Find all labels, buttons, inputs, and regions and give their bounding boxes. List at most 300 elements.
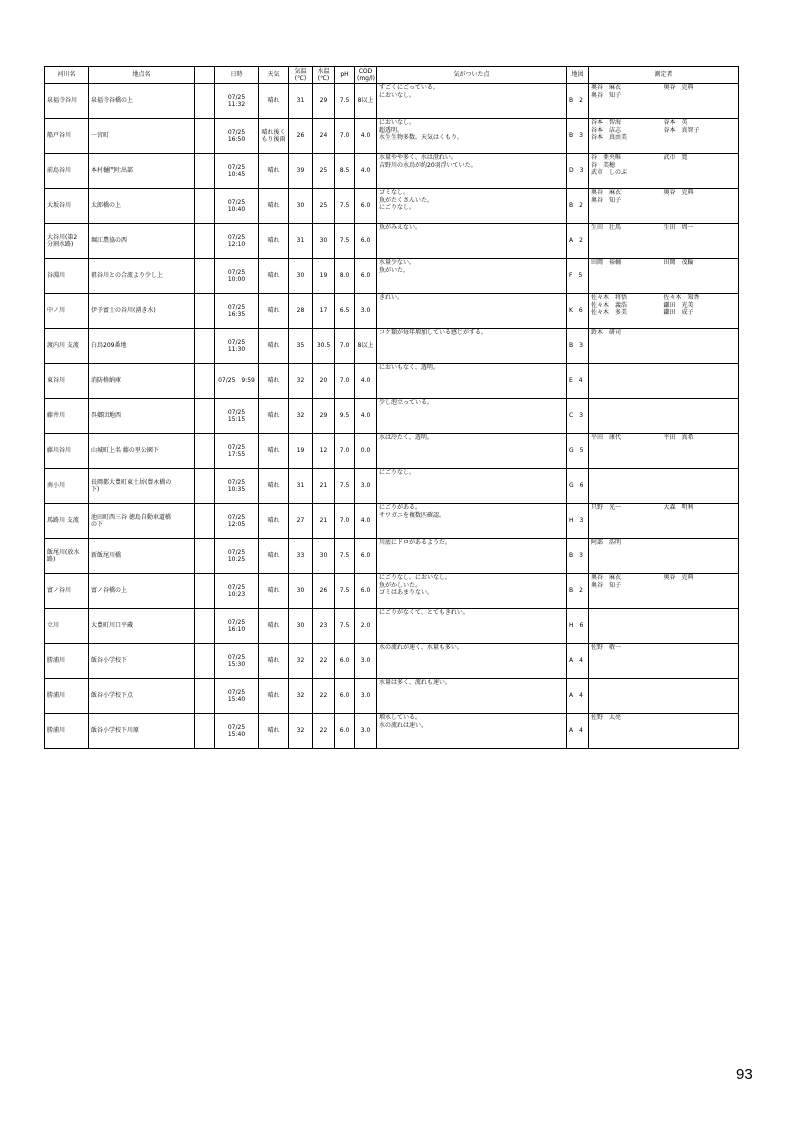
notes-cell [377, 294, 567, 329]
air-temp-cell: 32 [289, 714, 313, 749]
cod-cell: 4.0 [355, 154, 377, 189]
weather-line: 晴れ [267, 692, 280, 700]
observers-cell [589, 294, 739, 329]
site-name-line: 新飯尾川橋 [91, 552, 122, 560]
blank-cell [195, 539, 215, 574]
water-survey-table [44, 66, 739, 749]
observer-name: 谷本 真由美 [591, 134, 628, 141]
note-line: にごりなし。 [379, 469, 416, 476]
weather-cell [259, 539, 289, 574]
site-name-line: 泉福寺谷橋の上 [91, 97, 134, 105]
site-name-cell [89, 224, 195, 259]
datetime-cell: 07/25 11:32 [215, 84, 259, 119]
weather-cell [259, 119, 289, 154]
note-line: 吉野川の水鳥が約20羽浮いていた。 [379, 161, 477, 169]
river-name-line: 東谷川 [47, 377, 66, 385]
datetime-cell: 07/25 16:35 [215, 294, 259, 329]
notes-cell [377, 609, 567, 644]
observer-name: 生田 周一 [663, 224, 694, 231]
header-site: 地点名 [89, 67, 195, 84]
weather-line: 晴れ [267, 97, 280, 105]
weather-line: 晴れ [267, 727, 280, 735]
air-temp-cell: 30 [289, 609, 313, 644]
map-cell: G 6 [567, 469, 589, 504]
river-name-cell [45, 504, 89, 539]
datetime-cell: 07/25 15:15 [215, 399, 259, 434]
weather-line: 晴れ [267, 167, 280, 175]
observer-name: 武市 しのぶ [591, 169, 628, 176]
notes-cell [377, 329, 567, 364]
river-name-line: 谷淵川 [47, 272, 66, 280]
note-line: 川底にドロがあるようだ。 [379, 539, 452, 546]
cod-cell: 6.0 [355, 539, 377, 574]
site-name-line: 本村樋門吐出部 [91, 167, 134, 175]
air-temp-cell: 31 [289, 84, 313, 119]
notes-cell [377, 434, 567, 469]
air-temp-cell: 35 [289, 329, 313, 364]
observer-list [591, 329, 736, 337]
cod-cell: 3.0 [355, 679, 377, 714]
table-row [45, 364, 739, 399]
ph-cell: 6.0 [335, 644, 355, 679]
blank-cell [195, 399, 215, 434]
note-line: コケ類が毎年増加している感じがする。 [379, 329, 488, 336]
observers-cell [589, 469, 739, 504]
observer-name: 奥谷 麻衣 [591, 574, 622, 581]
header-notes: 気がついた点 [377, 67, 567, 84]
observers-cell [589, 119, 739, 154]
note-line: においなし。 [379, 91, 416, 99]
notes-cell [377, 224, 567, 259]
map-cell: H 6 [567, 609, 589, 644]
water-temp-cell: 24 [313, 119, 335, 154]
site-name-cell [89, 364, 195, 399]
observer-name: 奥谷 麻衣 [591, 189, 622, 196]
datetime-cell: 07/25 12:10 [215, 224, 259, 259]
water-temp-cell: 23 [313, 609, 335, 644]
header-blank [195, 67, 215, 84]
ph-cell: 7.5 [335, 574, 355, 609]
air-temp-cell: 19 [289, 434, 313, 469]
site-name-cell [89, 434, 195, 469]
river-name-line: 船戸谷川 [47, 132, 72, 140]
observer-name: 佐々木 知香 [663, 294, 700, 301]
header-datetime: 日時 [215, 67, 259, 84]
table-row [45, 189, 739, 224]
observer-name: 奥谷 知子 [591, 196, 622, 204]
cod-cell: 3.0 [355, 644, 377, 679]
ph-cell: 6.0 [335, 714, 355, 749]
site-name-cell [89, 294, 195, 329]
datetime-cell: 07/25 11:30 [215, 329, 259, 364]
weather-line: 晴れ [267, 237, 280, 245]
datetime-cell: 07/25 10:40 [215, 189, 259, 224]
observer-name: 田岡 茂輪 [663, 259, 694, 266]
blank-cell [195, 294, 215, 329]
notes-cell [377, 259, 567, 294]
air-temp-cell: 30 [289, 574, 313, 609]
observer-name: 佐々木 義浩 [591, 301, 628, 309]
observers-cell [589, 154, 739, 189]
observer-name: 佐野 太亮 [591, 714, 622, 721]
site-name-line: 一宮町 [91, 132, 110, 140]
observer-name: 生田 壮馬 [591, 224, 622, 231]
river-name-cell [45, 434, 89, 469]
table-row [45, 399, 739, 434]
map-cell: A 2 [567, 224, 589, 259]
table-row [45, 329, 739, 364]
blank-cell [195, 224, 215, 259]
site-name-line: 大豊町川口平蔵 [91, 622, 134, 630]
header-observers: 測定者 [589, 67, 739, 84]
header-cod [355, 67, 377, 84]
observer-name: 谷本 洁志 [591, 126, 622, 134]
river-name-line: 路) [47, 556, 56, 563]
weather-cell [259, 574, 289, 609]
cod-cell: 4.0 [355, 364, 377, 399]
river-name-cell [45, 364, 89, 399]
water-temp-cell: 19 [313, 259, 335, 294]
datetime-cell: 07/25 9:59 [215, 364, 259, 399]
river-name-cell [45, 539, 89, 574]
water-temp-cell: 30 [313, 539, 335, 574]
note-line: 増水している。 [379, 714, 422, 721]
blank-cell [195, 574, 215, 609]
header-water-temp-label: 水温 [317, 67, 330, 75]
observers-cell [589, 434, 739, 469]
site-name-cell [89, 119, 195, 154]
notes-cell [377, 189, 567, 224]
blank-cell [195, 469, 215, 504]
site-name-line: 長岡都大豊町東土居(豊永橋の [91, 478, 172, 486]
table-row [45, 539, 739, 574]
datetime-cell: 07/25 15:30 [215, 644, 259, 679]
blank-cell [195, 84, 215, 119]
header-air-temp [289, 67, 313, 84]
weather-line: 晴れ [267, 272, 280, 280]
river-name-cell [45, 469, 89, 504]
site-name-line: 太郎橋の上 [91, 202, 122, 210]
observer-name: 田岡 裕輔 [591, 259, 622, 266]
datetime-cell: 07/25 16:10 [215, 609, 259, 644]
note-line: にごりがある。 [379, 504, 422, 511]
note-line: 水量少ない。 [379, 259, 416, 266]
site-name-cell [89, 469, 195, 504]
observers-cell [589, 504, 739, 539]
air-temp-cell: 28 [289, 294, 313, 329]
cod-cell: 6.0 [355, 574, 377, 609]
weather-cell [259, 259, 289, 294]
note-line: 水生生物多数。天気はくもり。 [379, 134, 464, 141]
note-line: 魚がみえない。 [379, 224, 422, 231]
observer-list [591, 539, 736, 547]
site-name-line: 堀江農協の西 [91, 237, 128, 245]
observers-cell [589, 644, 739, 679]
table-row [45, 609, 739, 644]
weather-cell [259, 504, 289, 539]
observer-name: 大森 明利 [663, 504, 694, 511]
note-line: 水量やや多く、水は澄れい。 [379, 154, 457, 161]
ph-cell: 6.0 [335, 679, 355, 714]
observer-name: 平田 康代 [591, 434, 622, 441]
table-row [45, 714, 739, 749]
observer-name: 奥谷 知子 [591, 581, 622, 589]
header-ph: pH [335, 67, 355, 84]
table-row [45, 84, 739, 119]
map-cell: B 2 [567, 84, 589, 119]
observer-name: 奥谷 麻衣 [591, 84, 622, 91]
air-temp-cell: 27 [289, 504, 313, 539]
site-name-line: 消防格納庫 [91, 377, 122, 385]
cod-cell: 3.0 [355, 469, 377, 504]
observers-cell [589, 329, 739, 364]
map-cell: B 2 [567, 189, 589, 224]
air-temp-cell: 33 [289, 539, 313, 574]
cod-cell: 6.0 [355, 189, 377, 224]
weather-cell [259, 294, 289, 329]
site-name-line: 祖谷川との合流より少し上 [91, 272, 164, 280]
observers-cell [589, 189, 739, 224]
map-cell: K 6 [567, 294, 589, 329]
table-row [45, 294, 739, 329]
weather-line: もり後雨 [261, 136, 286, 143]
observer-name: 谷本 智海 [591, 119, 622, 126]
river-name-cell [45, 84, 89, 119]
observer-name: 阿部 浩明 [591, 539, 622, 546]
site-name-cell [89, 504, 195, 539]
river-name-cell [45, 259, 89, 294]
table-row [45, 224, 739, 259]
blank-cell [195, 364, 215, 399]
weather-cell [259, 679, 289, 714]
site-name-line: 山城町上名 藤の里公園下 [91, 447, 159, 455]
air-temp-cell: 32 [289, 644, 313, 679]
ph-cell: 7.5 [335, 189, 355, 224]
map-cell: B 3 [567, 539, 589, 574]
air-temp-cell: 39 [289, 154, 313, 189]
blank-cell [195, 329, 215, 364]
river-name-cell [45, 399, 89, 434]
river-name-line: 中ノ川 [47, 307, 66, 315]
ph-cell: 7.5 [335, 224, 355, 259]
datetime-cell: 07/25 10:35 [215, 469, 259, 504]
water-temp-cell: 25 [313, 154, 335, 189]
river-name-line: 馬路川 支流 [47, 517, 79, 525]
weather-line: 晴れ [267, 657, 280, 665]
cod-cell: 8以上 [355, 329, 377, 364]
site-name-line: 富ノ谷橋の上 [91, 587, 128, 595]
river-name-line: 泉福寺谷川 [47, 97, 78, 105]
ph-cell: 7.0 [335, 504, 355, 539]
weather-cell [259, 469, 289, 504]
observer-name: 鎌田 光美 [663, 301, 694, 309]
site-name-cell [89, 609, 195, 644]
ph-cell: 7.0 [335, 119, 355, 154]
note-line: 魚がかしいた。 [379, 581, 422, 589]
notes-cell [377, 504, 567, 539]
weather-line: 晴れ [267, 552, 280, 560]
river-name-cell [45, 679, 89, 714]
header-air-temp-label: 気温 [294, 67, 307, 75]
site-name-line: 飯谷小学校下 [91, 657, 128, 665]
observer-name: 平田 真希 [663, 434, 694, 441]
site-name-cell [89, 539, 195, 574]
river-name-line: 大谷川(第2 [47, 233, 78, 241]
site-name-cell [89, 154, 195, 189]
header-cod-label: COD [358, 67, 373, 75]
weather-cell [259, 84, 289, 119]
cod-cell: 2.0 [355, 609, 377, 644]
ph-cell: 7.5 [335, 539, 355, 574]
water-temp-cell: 29 [313, 84, 335, 119]
map-cell: A 4 [567, 679, 589, 714]
observers-cell [589, 609, 739, 644]
water-temp-cell: 12 [313, 434, 335, 469]
note-line: 水は冷たく、透明。 [379, 434, 433, 441]
datetime-cell: 07/25 10:23 [215, 574, 259, 609]
observer-name: 佐々木 将悟 [591, 294, 628, 301]
observer-name: 谷本 真智子 [663, 126, 700, 134]
observer-name: 谷本 英 [663, 119, 688, 126]
notes-cell [377, 399, 567, 434]
map-cell: G 5 [567, 434, 589, 469]
map-cell: H 3 [567, 504, 589, 539]
observer-list [591, 84, 736, 99]
note-line: ゴミはあまりない。 [379, 589, 434, 596]
water-temp-cell: 22 [313, 679, 335, 714]
river-name-cell [45, 224, 89, 259]
cod-cell: 4.0 [355, 119, 377, 154]
weather-cell [259, 364, 289, 399]
blank-cell [195, 154, 215, 189]
water-temp-cell: 20 [313, 364, 335, 399]
weather-cell [259, 714, 289, 749]
observer-name: 奥谷 知子 [591, 91, 622, 99]
river-name-cell [45, 714, 89, 749]
table-row [45, 644, 739, 679]
note-line: 水の流れは速い。 [379, 721, 428, 729]
datetime-cell: 07/25 12:05 [215, 504, 259, 539]
river-name-cell [45, 609, 89, 644]
notes-cell [377, 84, 567, 119]
site-name-cell [89, 644, 195, 679]
air-temp-cell: 30 [289, 259, 313, 294]
observer-name: 谷 美穂 [591, 161, 616, 169]
air-temp-cell: 30 [289, 189, 313, 224]
header-water-temp-unit: (℃) [317, 75, 330, 82]
notes-cell [377, 714, 567, 749]
observers-cell [589, 364, 739, 399]
datetime-cell: 07/25 10:25 [215, 539, 259, 574]
ph-cell: 9.5 [335, 399, 355, 434]
blank-cell [195, 504, 215, 539]
table-row [45, 259, 739, 294]
river-name-line: 飯尾川(放水 [47, 548, 80, 556]
observers-cell [589, 714, 739, 749]
observer-name: 佐野 敬一 [591, 644, 622, 651]
observers-cell [589, 679, 739, 714]
river-name-line: 渡内川 支流 [47, 342, 79, 350]
river-name-cell [45, 189, 89, 224]
air-temp-cell: 32 [289, 679, 313, 714]
site-name-cell [89, 399, 195, 434]
weather-line: 晴れ [267, 377, 280, 385]
weather-line: 晴れ [267, 447, 280, 455]
observer-list [591, 714, 736, 722]
river-name-cell [45, 294, 89, 329]
cod-cell: 3.0 [355, 714, 377, 749]
note-line: 魚がいた。 [379, 266, 410, 274]
observer-name: 谷 亜央唯 [591, 154, 622, 161]
observer-name [664, 162, 737, 170]
note-line: 水量は多く、流れも速い。 [379, 679, 451, 686]
observers-cell [589, 399, 739, 434]
table-row [45, 504, 739, 539]
observer-list [591, 119, 736, 142]
datetime-cell: 07/25 15:40 [215, 679, 259, 714]
observer-list [591, 434, 736, 442]
ph-cell: 7.5 [335, 84, 355, 119]
notes-cell [377, 469, 567, 504]
header-air-temp-unit: (℃) [294, 75, 307, 82]
river-name-line: 藤井川 [47, 412, 66, 420]
river-name-line: 勝浦川 [47, 692, 66, 700]
water-temp-cell: 21 [313, 469, 335, 504]
map-cell: F 5 [567, 259, 589, 294]
observers-cell [589, 84, 739, 119]
header-row [45, 67, 739, 84]
site-name-cell [89, 679, 195, 714]
note-line: サワガニを複数匹確認。 [379, 511, 446, 519]
water-temp-cell: 30.5 [313, 329, 335, 364]
blank-cell [195, 119, 215, 154]
note-line: においなし。 [379, 119, 416, 126]
note-line: すごくにごっている。 [379, 84, 439, 91]
datetime-cell: 07/25 16:50 [215, 119, 259, 154]
site-name-cell [89, 574, 195, 609]
observers-cell [589, 259, 739, 294]
weather-line: 晴れ [267, 307, 280, 315]
blank-cell [195, 679, 215, 714]
notes-cell [377, 154, 567, 189]
map-cell: D 3 [567, 154, 589, 189]
river-name-cell [45, 154, 89, 189]
map-cell: B 3 [567, 119, 589, 154]
air-temp-cell: 31 [289, 469, 313, 504]
site-name-line: 飯谷小学校下点 [91, 692, 134, 700]
river-name-line: 前島谷川 [47, 167, 72, 175]
site-name-line: の下 [91, 521, 104, 528]
note-line: ゴミなし。 [379, 189, 410, 196]
note-line: においもなく、透明。 [379, 364, 439, 371]
river-name-line: 立川 [47, 622, 60, 630]
table-row [45, 574, 739, 609]
blank-cell [195, 714, 215, 749]
observers-cell [589, 224, 739, 259]
map-cell: E 4 [567, 364, 589, 399]
cod-cell: 8以上 [355, 84, 377, 119]
table-row [45, 434, 739, 469]
site-name-cell [89, 259, 195, 294]
observer-list [591, 224, 736, 232]
map-cell: A 4 [567, 714, 589, 749]
weather-cell [259, 399, 289, 434]
river-name-line: 富ノ谷川 [47, 587, 72, 595]
map-cell: B 3 [567, 329, 589, 364]
note-line: 魚がたくさんいた。 [379, 196, 434, 204]
water-temp-cell: 17 [313, 294, 335, 329]
ph-cell: 8.5 [335, 154, 355, 189]
